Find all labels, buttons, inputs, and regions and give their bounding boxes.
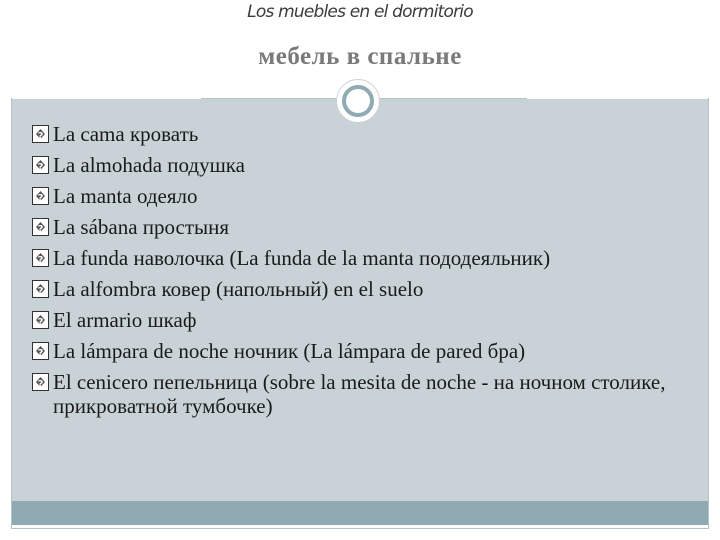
list-item-text: La lámpara de noche ночник (La lámpara de pared бра) — [53, 339, 526, 363]
list-item — [32, 246, 692, 270]
list-item — [32, 184, 692, 208]
bullet-square-icon — [32, 218, 49, 236]
list-item — [32, 215, 692, 239]
bullet-square-icon — [32, 125, 49, 143]
list-item-text: La cama кровать — [53, 122, 199, 146]
bullet-square-icon — [32, 373, 49, 391]
list-item — [32, 308, 692, 332]
bullet-square-icon — [32, 249, 49, 267]
bullet-square-icon — [32, 280, 49, 298]
list-item-text: La sábana простыня — [53, 215, 230, 239]
list-item-text: El armario шкаф — [53, 308, 197, 332]
bullet-square-icon — [32, 187, 49, 205]
bullet-square-icon — [32, 342, 49, 360]
bullet-square-icon — [32, 156, 49, 174]
list-item — [32, 153, 692, 177]
circle-ring-icon — [336, 79, 380, 123]
list-item-text: La almohada подушка — [53, 153, 245, 177]
list-item — [32, 339, 692, 363]
bullet-list — [32, 122, 692, 425]
list-item-text: El cenicero пепельница (sobre la mesita de noche - на ночном столике, прикроватной тумбочке) — [53, 370, 666, 418]
list-item — [32, 122, 692, 146]
list-item-text: La alfombra ковер (напольный) en el suelo — [53, 277, 424, 301]
bullet-square-icon — [32, 311, 49, 329]
ring-shape — [342, 85, 374, 117]
list-item — [32, 370, 692, 418]
list-item-text: La funda наволочка (La funda de la manta пододеяльник) — [53, 246, 551, 270]
list-item — [32, 277, 692, 301]
bottom-bar — [12, 501, 708, 525]
slide-title: Los muebles en el dormitorio — [247, 2, 473, 22]
list-item-text: La manta одеяло — [53, 184, 198, 208]
slide-subtitle: мебель в спальне — [258, 43, 462, 70]
